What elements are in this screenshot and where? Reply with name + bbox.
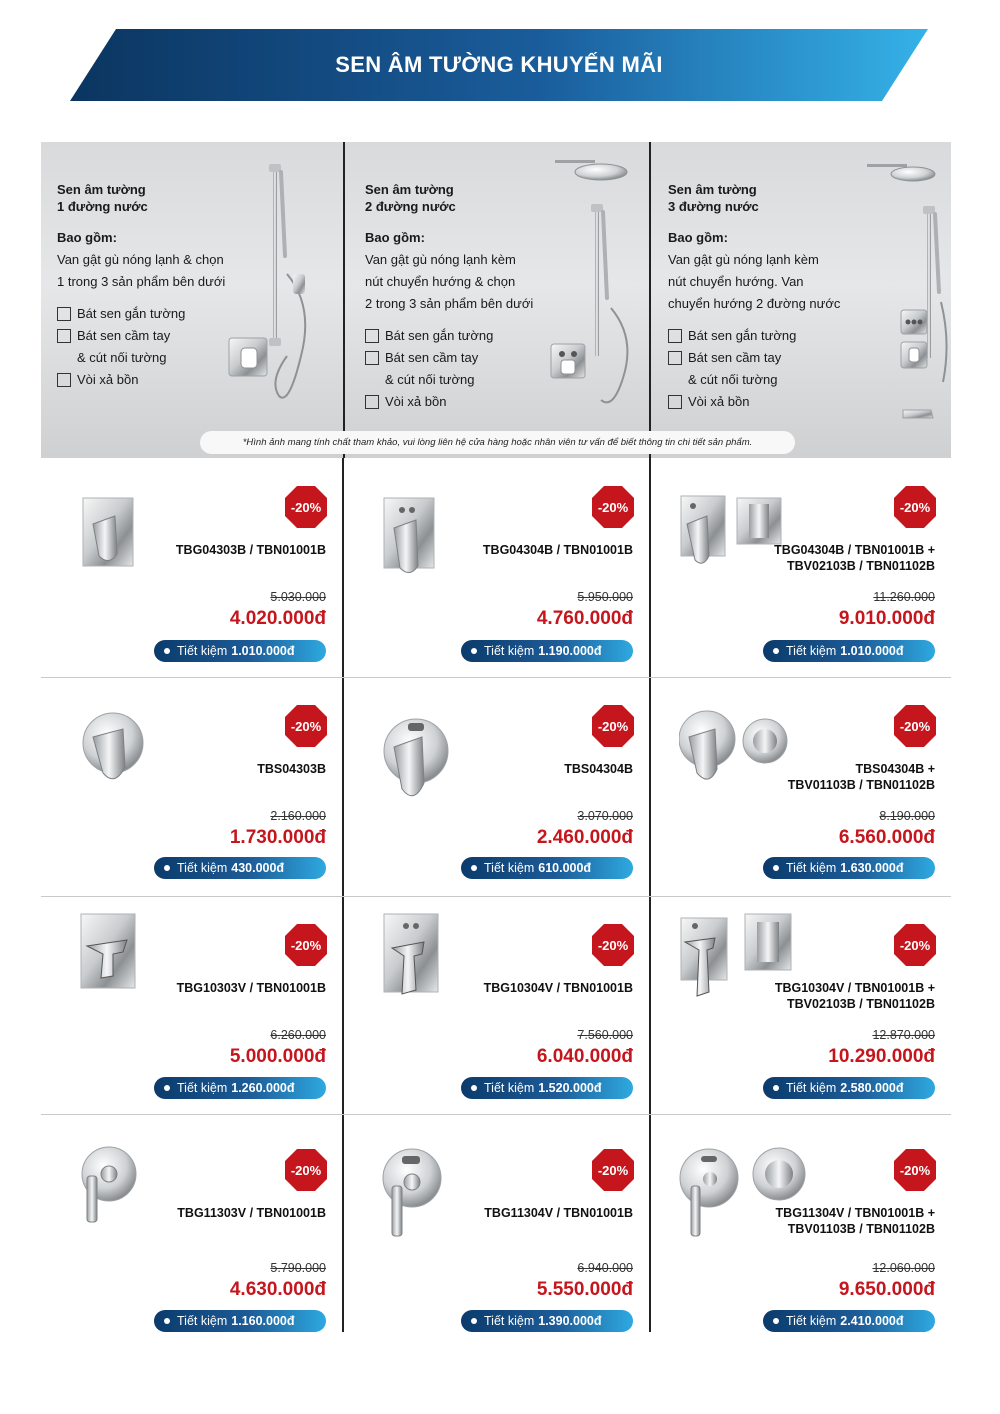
option-label: Bát sen cầm tay <box>385 350 479 365</box>
panel-heading: Sen âm tường <box>668 182 757 197</box>
option-label: Bát sen gắn tường <box>385 328 494 343</box>
product-code-line: TBG04304B / TBN01001B <box>482 543 633 557</box>
savings-label: Tiết kiệm <box>484 1314 535 1328</box>
sale-price: 4.020.000đ <box>229 608 326 629</box>
product-image[interactable] <box>79 707 149 796</box>
panel-heading: 1 đường nước <box>57 199 148 214</box>
savings-pill <box>763 640 935 662</box>
bullet-icon <box>164 865 170 871</box>
product-card[interactable] <box>41 458 342 676</box>
savings-pill <box>461 1310 633 1332</box>
savings-pill <box>763 857 935 879</box>
savings-label: Tiết kiệm <box>484 644 535 658</box>
bullet-icon <box>773 1318 779 1324</box>
sale-price: 6.040.000đ <box>536 1046 633 1067</box>
panel-desc: Van gật gù nóng lạnh & chọn <box>57 252 224 267</box>
product-code <box>483 542 633 558</box>
product-card[interactable] <box>344 458 649 676</box>
original-price: 5.950.000 <box>577 590 633 604</box>
savings-label: Tiết kiệm <box>786 861 837 875</box>
product-code-line: TBV02103B / TBN01102B <box>787 559 935 573</box>
panel-desc: Van gật gù nóng lạnh kèm <box>365 252 516 267</box>
sale-price: 4.630.000đ <box>229 1279 326 1300</box>
shower-set-illustration <box>847 152 951 432</box>
discount-label: -20% <box>290 718 322 734</box>
original-price: 12.870.000 <box>872 1028 935 1042</box>
discount-badge <box>591 1148 635 1192</box>
banner-title: SEN ÂM TƯỜNG KHUYẾN MÃI <box>335 52 663 77</box>
bullet-icon <box>471 648 477 654</box>
checkbox-icon <box>668 351 682 365</box>
original-price: 3.070.000 <box>577 809 633 823</box>
savings-pill <box>154 1310 326 1332</box>
sale-price: 1.730.000đ <box>229 827 326 848</box>
product-image[interactable] <box>380 494 440 585</box>
product-code <box>177 980 326 996</box>
product-image[interactable] <box>679 494 789 575</box>
product-card[interactable] <box>651 1114 951 1332</box>
bullet-icon <box>471 865 477 871</box>
product-code <box>776 1205 935 1237</box>
savings-label: Tiết kiệm <box>786 1081 837 1095</box>
bullet-icon <box>471 1085 477 1091</box>
shower-set-illustration <box>541 148 645 418</box>
savings-pill <box>763 1077 935 1099</box>
panel-desc: 2 trong 3 sản phẩm bên dưới <box>365 296 534 311</box>
original-price: 8.190.000 <box>879 809 935 823</box>
savings-pill <box>763 1310 935 1332</box>
intro-section <box>41 142 951 458</box>
panel-desc: nút chuyển hướng. Van <box>668 274 804 289</box>
product-code-line: TBG10304V / TBN01001B + <box>774 981 935 995</box>
savings-value: 1.630.000đ <box>840 861 904 875</box>
discount-label: -20% <box>597 1162 629 1178</box>
savings-pill <box>154 857 326 879</box>
product-image[interactable] <box>79 494 139 575</box>
discount-badge <box>893 923 937 967</box>
option-label-cont: & cút nối tường <box>385 372 475 387</box>
bullet-icon <box>773 865 779 871</box>
product-card[interactable] <box>41 896 342 1114</box>
checkbox-icon <box>57 373 71 387</box>
sale-price: 10.290.000đ <box>828 1046 935 1067</box>
panel-desc: Van gật gù nóng lạnh kèm <box>668 252 819 267</box>
savings-label: Tiết kiệm <box>177 1081 228 1095</box>
product-code-line: TBG10303V / TBN01001B <box>176 981 326 995</box>
savings-value: 2.580.000đ <box>840 1081 904 1095</box>
checkbox-icon <box>668 395 682 409</box>
savings-pill <box>154 640 326 662</box>
intro-panel-1-way <box>41 142 343 458</box>
product-code-line: TBG11303V / TBN01001B <box>177 1206 326 1220</box>
product-image[interactable] <box>79 1144 143 1233</box>
product-card[interactable] <box>651 896 951 1114</box>
product-code <box>177 1205 326 1221</box>
discount-badge <box>284 704 328 748</box>
discount-label: -20% <box>597 718 629 734</box>
savings-value: 1.390.000đ <box>538 1314 602 1328</box>
checkbox-icon <box>365 395 379 409</box>
option-label: Vòi xả bồn <box>385 394 447 409</box>
savings-value: 1.160.000đ <box>231 1314 295 1328</box>
checkbox-icon <box>365 351 379 365</box>
sale-price: 9.650.000đ <box>838 1279 935 1300</box>
product-code-line: TBS04304B <box>564 762 633 776</box>
discount-badge <box>893 485 937 529</box>
product-code <box>788 761 935 793</box>
discount-label: -20% <box>290 937 322 953</box>
product-card[interactable] <box>41 1114 342 1332</box>
savings-pill <box>461 857 633 879</box>
savings-label: Tiết kiệm <box>786 644 837 658</box>
bullet-icon <box>773 648 779 654</box>
product-code <box>257 761 326 777</box>
sale-price: 5.550.000đ <box>536 1279 633 1300</box>
bullet-icon <box>773 1085 779 1091</box>
savings-label: Tiết kiệm <box>177 1314 228 1328</box>
product-card[interactable] <box>651 677 951 895</box>
sale-price: 5.000.000đ <box>229 1046 326 1067</box>
savings-label: Tiết kiệm <box>177 644 228 658</box>
original-price: 6.260.000 <box>270 1028 326 1042</box>
panel-heading: 3 đường nước <box>668 199 759 214</box>
discount-label: -20% <box>597 499 629 515</box>
savings-value: 610.000đ <box>538 861 592 875</box>
savings-value: 430.000đ <box>231 861 285 875</box>
savings-value: 1.010.000đ <box>840 644 904 658</box>
original-price: 7.560.000 <box>577 1028 633 1042</box>
checkbox-icon <box>668 329 682 343</box>
checkbox-icon <box>57 329 71 343</box>
option-hand-shower <box>365 347 565 369</box>
option-wall-shower <box>365 325 565 347</box>
discount-badge <box>591 485 635 529</box>
option-label: Bát sen cầm tay <box>77 328 171 343</box>
discount-label: -20% <box>290 499 322 515</box>
discount-badge <box>284 923 328 967</box>
discount-label: -20% <box>597 937 629 953</box>
discount-label: -20% <box>899 937 931 953</box>
savings-pill <box>461 640 633 662</box>
product-card[interactable] <box>344 896 649 1114</box>
shower-set-illustration <box>219 156 319 418</box>
panel-desc: chuyển hướng 2 đường nước <box>668 296 841 311</box>
product-card[interactable] <box>344 1114 649 1332</box>
discount-badge <box>893 704 937 748</box>
discount-label: -20% <box>290 1162 322 1178</box>
product-image[interactable] <box>679 707 791 796</box>
discount-badge <box>893 1148 937 1192</box>
product-code <box>564 761 633 777</box>
product-card[interactable] <box>651 458 951 676</box>
product-code-line: TBG04304B / TBN01001B + <box>774 543 935 557</box>
savings-value: 1.010.000đ <box>231 644 295 658</box>
product-code <box>484 980 633 996</box>
panel-includes: Bao gồm: <box>365 230 425 245</box>
product-code-line: TBV01103B / TBN01102B <box>787 778 935 792</box>
panel-heading: Sen âm tường <box>365 182 454 197</box>
savings-value: 1.520.000đ <box>538 1081 602 1095</box>
option-label: Bát sen cầm tay <box>688 350 782 365</box>
bullet-icon <box>164 1085 170 1091</box>
panel-heading: Sen âm tường <box>57 182 146 197</box>
original-price: 11.260.000 <box>873 590 935 604</box>
checkbox-icon <box>365 329 379 343</box>
option-label-cont: & cút nối tường <box>77 350 167 365</box>
discount-badge <box>284 485 328 529</box>
product-code-line: TBG11304V / TBN01001B <box>484 1206 633 1220</box>
option-label: Bát sen gắn tường <box>688 328 797 343</box>
savings-pill <box>154 1077 326 1099</box>
option-bath-spout <box>365 391 565 413</box>
sale-price: 9.010.000đ <box>838 608 935 629</box>
product-card[interactable] <box>344 677 649 895</box>
product-code-line: TBV01103B / TBN01102B <box>787 1222 935 1236</box>
savings-label: Tiết kiệm <box>177 861 228 875</box>
discount-badge <box>591 704 635 748</box>
bullet-icon <box>164 648 170 654</box>
panel-includes: Bao gồm: <box>57 230 117 245</box>
intro-panel-2-way <box>345 142 649 458</box>
product-image[interactable] <box>380 707 450 816</box>
savings-label: Tiết kiệm <box>484 1081 535 1095</box>
product-code <box>775 980 935 1012</box>
original-price: 5.790.000 <box>270 1261 326 1275</box>
product-image[interactable] <box>79 912 139 999</box>
checkbox-icon <box>57 307 71 321</box>
option-bath-spout <box>668 391 868 413</box>
product-code-line: TBG04303B / TBN01001B <box>175 543 326 557</box>
savings-label: Tiết kiệm <box>484 861 535 875</box>
product-image[interactable] <box>380 912 442 1009</box>
sale-price: 4.760.000đ <box>536 608 633 629</box>
option-label: Vòi xả bồn <box>688 394 750 409</box>
product-code <box>176 542 326 558</box>
product-code <box>484 1205 633 1221</box>
promo-banner <box>70 29 928 101</box>
product-code-line: TBG10304V / TBN01001B <box>483 981 633 995</box>
product-code-line: TBS04304B + <box>855 762 935 776</box>
product-code-line: TBV02103B / TBN01102B <box>787 997 935 1011</box>
bullet-icon <box>164 1318 170 1324</box>
option-label: Bát sen gắn tường <box>77 306 186 321</box>
savings-value: 1.260.000đ <box>231 1081 295 1095</box>
panel-desc: 1 trong 3 sản phẩm bên dưới <box>57 274 226 289</box>
option-hand-shower <box>668 347 868 369</box>
savings-value: 2.410.000đ <box>840 1314 904 1328</box>
product-code-line: TBS04303B <box>257 762 326 776</box>
savings-label: Tiết kiệm <box>786 1314 837 1328</box>
panel-heading: 2 đường nước <box>365 199 456 214</box>
option-wall-shower <box>668 325 868 347</box>
original-price: 12.060.000 <box>872 1261 935 1275</box>
option-label-cont: & cút nối tường <box>688 372 778 387</box>
panel-desc: nút chuyển hướng & chọn <box>365 274 516 289</box>
savings-pill <box>461 1077 633 1099</box>
discount-label: -20% <box>899 1162 931 1178</box>
savings-value: 1.190.000đ <box>538 644 602 658</box>
discount-badge <box>284 1148 328 1192</box>
intro-panel-3-way <box>651 142 951 458</box>
discount-label: -20% <box>899 718 931 734</box>
original-price: 2.160.000 <box>270 809 326 823</box>
option-label: Vòi xả bồn <box>77 372 139 387</box>
discount-label: -20% <box>899 499 931 515</box>
product-image[interactable] <box>380 1144 444 1247</box>
product-code-line: TBG11304V / TBN01001B + <box>775 1206 935 1220</box>
original-price: 6.940.000 <box>577 1261 633 1275</box>
sale-price: 2.460.000đ <box>536 827 633 848</box>
original-price: 5.030.000 <box>270 590 326 604</box>
panel-includes: Bao gồm: <box>668 230 728 245</box>
bullet-icon <box>471 1318 477 1324</box>
disclaimer-note: *Hình ảnh mang tính chất tham khảo, vui lòng liên hệ cửa hàng hoặc nhân viên tư vấn để biết thông tin chi tiết sản phẩm. <box>200 431 795 454</box>
sale-price: 6.560.000đ <box>838 827 935 848</box>
product-code <box>774 542 935 574</box>
discount-badge <box>591 923 635 967</box>
product-card[interactable] <box>41 677 342 895</box>
